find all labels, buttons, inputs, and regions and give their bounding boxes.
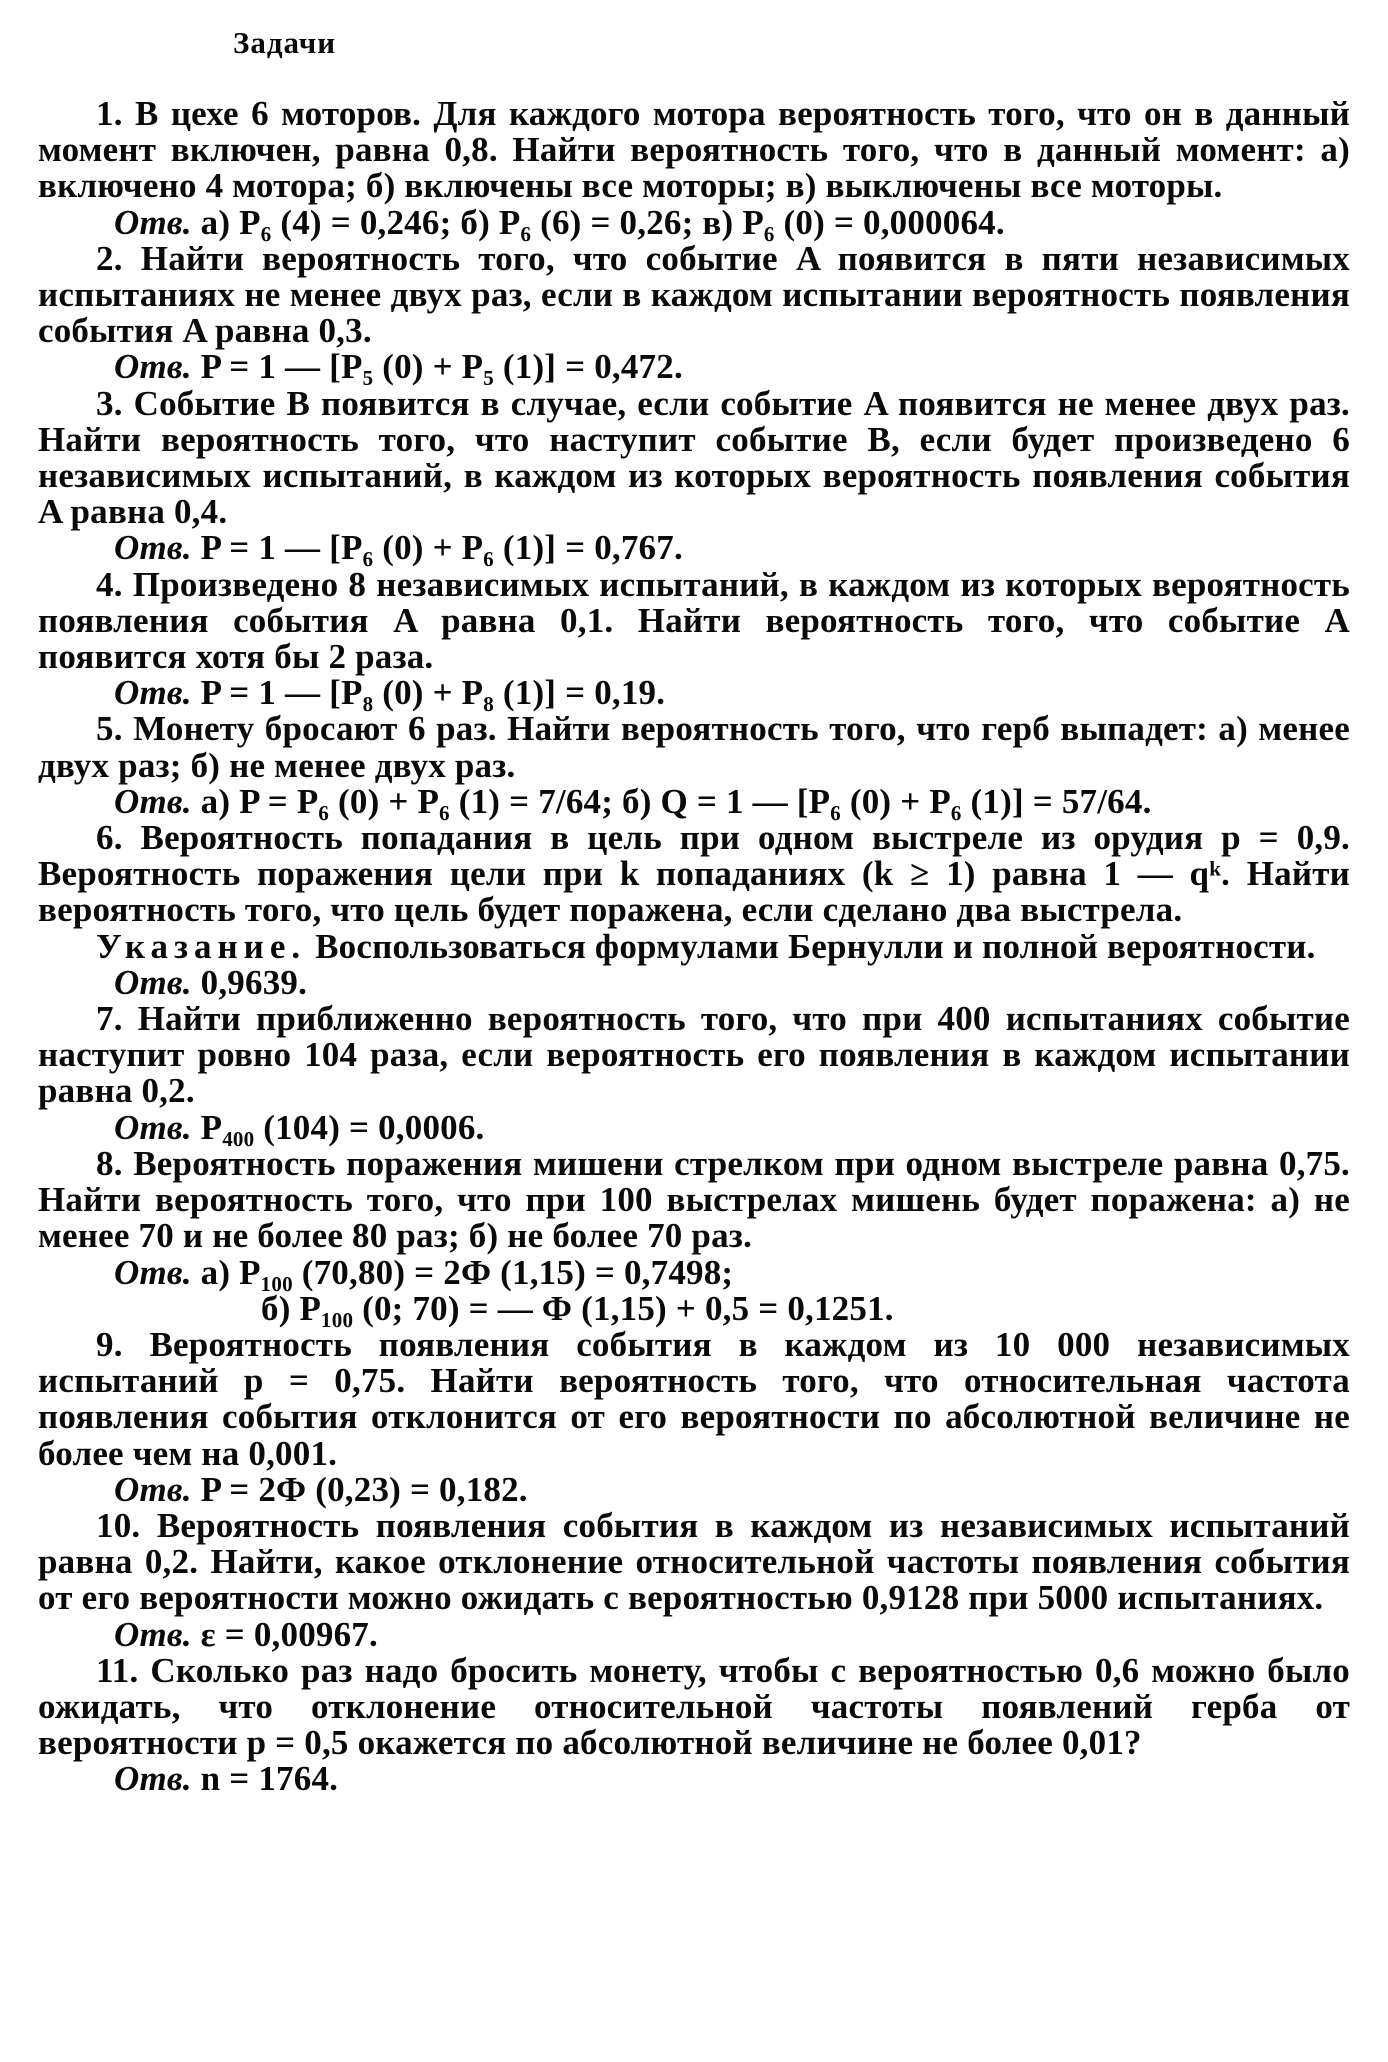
section-heading: Задачи xyxy=(233,25,337,60)
problem-number: 6. xyxy=(96,818,123,858)
answer-text: n = 1764. xyxy=(200,1759,339,1799)
answer-label: Отв. xyxy=(114,528,192,568)
problem-number: 3. xyxy=(96,383,123,423)
problem-number: 11. xyxy=(96,1650,139,1690)
answer-text: а) P₆ (4) = 0,246; б) P₆ (6) = 0,26; в) P₆ (0) = 0,000064. xyxy=(200,202,1005,242)
answer-text: P = 1 — [P₈ (0) + P₈ (1)] = 0,19. xyxy=(200,673,666,713)
problem-number: 9. xyxy=(96,1324,123,1364)
answer-text: 0,9639. xyxy=(200,962,308,1002)
problem-8 xyxy=(38,1143,1351,1328)
problem-text: Вероятность попадания в цель при одном выстреле из орудия p = 0,9. Вероятность поражения цели при k попаданиях (k ≥ 1) равна 1 — qᵏ. Найти вероятность того, что цель будет поражена, если сделано два выстрела. xyxy=(38,818,1350,930)
answer-text: а) P₁₀₀ (70,80) = 2Ф (1,15) = 0,7498; xyxy=(200,1252,734,1292)
problem-text: В цехе 6 моторов. Для каждого мотора вероятность того, что он в данный момент включен, равна 0,8. Найти вероятность того, что в данный момент: а) включено 4 мотора; б) включены все моторы; в) выключены все моторы. xyxy=(38,94,1350,206)
answer-label: Отв. xyxy=(114,673,192,713)
problem-text: Событие B появится в случае, если событие A появится не менее двух раз. Найти вероятность того, что наступит событие B, если будет произведено 6 независимых испытаний, в каждом из которых вероятность появления события A равна 0,4. xyxy=(38,383,1350,532)
answer-text: P = 2Ф (0,23) = 0,182. xyxy=(200,1469,528,1509)
answer-text-continued: б) P₁₀₀ (0; 70) = — Ф (1,15) + 0,5 = 0,1251. xyxy=(261,1288,894,1328)
problem-text: Найти приближенно вероятность того, что при 400 испытаниях событие наступит ровно 104 раза, если вероятность его появления в каждом испытании равна 0,2. xyxy=(38,999,1350,1111)
problem-9 xyxy=(38,1324,1350,1509)
answer-text: а) P = P₆ (0) + P₆ (1) = 7/64; б) Q = 1 — [P₆ (0) + P₆ (1)] = 57/64. xyxy=(200,781,1152,821)
answer-text: P₄₀₀ (104) = 0,0006. xyxy=(200,1107,485,1147)
problem-number: 2. xyxy=(96,238,123,278)
problem-4 xyxy=(38,564,1351,713)
problem-5 xyxy=(38,711,1350,820)
answer-label: Отв. xyxy=(114,347,192,387)
problem-text: Найти вероятность того, что событие A появится в пяти независимых испытаниях не менее двух раз, если в каждом испытании вероятность появления события A равна 0,3. xyxy=(38,238,1350,351)
problem-11 xyxy=(38,1650,1351,1799)
answer-label: Отв. xyxy=(114,962,192,1002)
answer-label: Отв. xyxy=(114,1469,192,1509)
answer-label: Отв. xyxy=(114,202,192,242)
answer-text: ε = 0,00967. xyxy=(200,1614,378,1654)
answer-label: Отв. xyxy=(114,1107,192,1147)
problem-number: 10. xyxy=(96,1505,141,1545)
answer-label: Отв. xyxy=(114,1614,192,1654)
answer-text: P = 1 — [P₅ (0) + P₅ (1)] = 0,472. xyxy=(200,347,683,387)
problem-number: 1. xyxy=(96,94,123,133)
problem-number: 4. xyxy=(96,564,123,604)
problem-2 xyxy=(38,238,1350,387)
problem-6 xyxy=(38,820,1350,1001)
problem-number: 5. xyxy=(96,709,123,749)
document-page xyxy=(38,24,1350,1798)
problem-text: Вероятность поражения мишени стрелком при одном выстреле равна 0,75. Найти вероятность того, что при 100 выстрелах мишень будет поражена: а) не менее 70 и не более 80 раз; б) не более 70 раз. xyxy=(38,1143,1351,1256)
note-label: Указание. xyxy=(96,926,307,966)
problem-10 xyxy=(38,1505,1350,1654)
problem-7 xyxy=(38,1001,1350,1146)
problem-number: 8. xyxy=(96,1143,123,1183)
answer-text: P = 1 — [P₆ (0) + P₆ (1)] = 0,767. xyxy=(200,528,683,568)
answer-label: Отв. xyxy=(114,1759,192,1799)
answer-label: Отв. xyxy=(114,1252,192,1292)
answer-label: Отв. xyxy=(114,781,192,821)
problem-text: Произведено 8 независимых испытаний, в каждом из которых вероятность появления события A равна 0,1. Найти вероятность того, что событие A появится хотя бы 2 раза. xyxy=(38,564,1351,677)
note-text: Воспользоваться формулами Бернулли и полной вероятности. xyxy=(315,926,1316,966)
problem-text: Монету бросают 6 раз. Найти вероятность того, что герб выпадет: а) менее двух раз; б) не менее двух раз. xyxy=(38,709,1350,785)
problem-number: 7. xyxy=(96,999,123,1039)
problem-text: Вероятность появления события в каждом из 10 000 независимых испытаний p = 0,75. Найти вероятность того, что относительная частота появления события отклонится от его вероятности по абсолютной величине не более чем на 0,001. xyxy=(38,1324,1350,1473)
problem-1 xyxy=(38,96,1350,241)
problem-text: Сколько раз надо бросить монету, чтобы с вероятностью 0,6 можно было ожидать, что отклонение относительной частоты появлений герба от вероятности p = 0,5 окажется по абсолютной величине не более 0,01? xyxy=(38,1650,1351,1763)
problem-3 xyxy=(38,383,1350,568)
problem-text: Вероятность появления события в каждом из независимых испытаний равна 0,2. Найти, какое отклонение относительной частоты появления события от его вероятности можно ожидать с вероятностью 0,9128 при 5000 испытаниях. xyxy=(38,1505,1350,1618)
